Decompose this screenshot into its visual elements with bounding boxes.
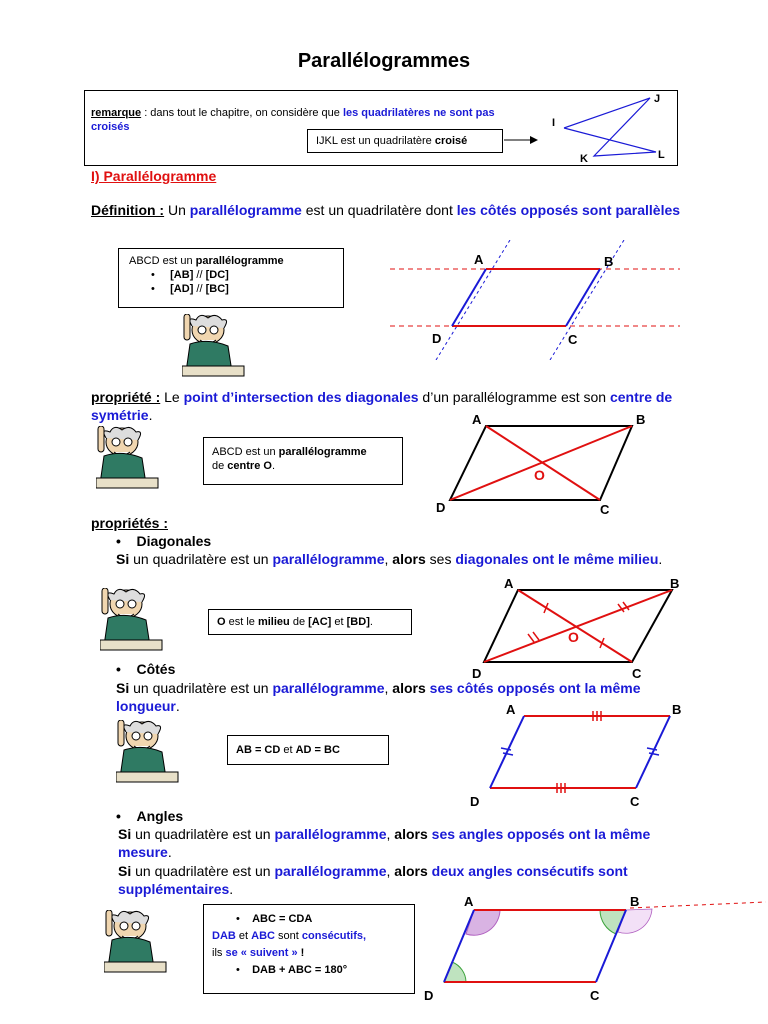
bullet-icon: • <box>116 808 137 824</box>
angles-box-l2e: consécutifs, <box>301 930 367 942</box>
definition-figure <box>390 240 690 360</box>
angles-head-text: Angles <box>136 808 184 824</box>
label-J: J <box>654 93 661 105</box>
angles-e2: ses angles opposés ont la même mesure <box>118 826 651 860</box>
section-title: I) Parallélogramme <box>91 168 217 184</box>
diagonal-ac <box>518 590 632 662</box>
sides-e2: ses côtés opposés ont la même longueur <box>116 680 641 714</box>
diagonals-heading <box>116 532 211 550</box>
prop-e1: point d’intersection des diagonales <box>183 389 419 405</box>
diag-box-t1: est le <box>225 616 258 628</box>
angle-a-fill <box>466 910 500 935</box>
angles-box-l1: ABC = CDA <box>252 913 313 925</box>
diag-t2: , <box>384 551 393 567</box>
remark-label: remarque <box>91 107 142 119</box>
crossed-quadrilateral <box>564 98 656 156</box>
label-C: C <box>632 666 642 681</box>
angles-t6: , <box>386 863 395 879</box>
angles-t4: . <box>167 844 172 860</box>
angles-box-l2c: ABC <box>251 930 275 942</box>
prop-t3: . <box>148 407 153 423</box>
sides-box <box>227 735 389 765</box>
arrow-head-icon <box>530 136 538 144</box>
label-D: D <box>436 500 446 515</box>
prop-box-1a: ABCD est un <box>212 446 279 458</box>
prop-t1: Le <box>160 389 184 405</box>
angles-si2: Si <box>118 863 132 879</box>
diag-e2: diagonales ont le même milieu <box>455 551 659 567</box>
def-b1a: [AB] <box>170 269 194 281</box>
angles-heading <box>116 807 183 825</box>
professor-illustration-icon <box>96 426 160 490</box>
label-B: B <box>672 702 682 717</box>
page-title: Parallélogrammes <box>297 50 471 72</box>
label-I: I <box>552 117 556 129</box>
remark-emphasis: les quadrilatères ne sont pas croisés <box>91 107 495 133</box>
remark-figure <box>500 90 680 170</box>
tick-mark <box>533 632 539 640</box>
angles-t2: , <box>386 826 395 842</box>
angles-e4: deux angles consécutifs sont supplémentaires <box>118 863 628 897</box>
tick-mark <box>649 753 659 755</box>
diag-si: Si <box>116 551 130 567</box>
diagonals-figure <box>460 572 690 684</box>
diagonals-head-text: Diagonales <box>136 533 212 549</box>
sides-alors: alors <box>392 680 426 696</box>
dashed-line-ad <box>436 240 510 360</box>
prop-box-2c: . <box>271 460 275 472</box>
label-A: A <box>464 894 474 909</box>
definition-t1: Un <box>164 202 190 218</box>
diag-box-a: O <box>217 616 226 628</box>
label-L: L <box>658 149 665 161</box>
crossed-note-text: IJKL est un quadrilatère <box>316 135 435 147</box>
sides-t1: un quadrilatère est un <box>129 680 273 696</box>
label-B: B <box>604 254 614 269</box>
label-O: O <box>568 629 579 645</box>
diagonals-text <box>116 550 676 568</box>
prop-e2: centre de symétrie <box>91 389 673 423</box>
label-D: D <box>472 666 482 681</box>
label-O: O <box>534 467 545 483</box>
angles-t8: . <box>229 881 234 897</box>
angles-text-1 <box>118 825 678 861</box>
crossed-note-bold: croisé <box>434 135 468 147</box>
label-A: A <box>472 412 482 427</box>
label-C: C <box>590 988 600 1003</box>
property-label: propriété : <box>91 389 161 405</box>
bullet-icon: • <box>151 283 171 295</box>
diag-t4: . <box>658 551 663 567</box>
remark-text-1: : dans tout le chapitre, on considère que <box>141 107 343 119</box>
definition-e2: les côtés opposés sont parallèles <box>456 202 681 218</box>
label-A: A <box>506 702 516 717</box>
professor-illustration-icon <box>104 910 168 974</box>
angles-alors: alors <box>394 826 428 842</box>
def-b2sep: // <box>193 283 206 295</box>
def-b2a: [AD] <box>170 283 194 295</box>
sides-figure <box>460 700 690 812</box>
def-b1b: [DC] <box>205 269 229 281</box>
properties-label: propriétés : <box>91 515 169 531</box>
tick-mark <box>503 753 513 755</box>
angles-box-l3b: se « suivent » <box>225 947 298 959</box>
sides-box-t: et <box>280 744 296 756</box>
extension-line <box>630 902 766 908</box>
angles-box-l2a: DAB <box>212 930 236 942</box>
label-K: K <box>580 153 588 165</box>
angles-box <box>203 904 415 994</box>
angles-t5: un quadrilatère est un <box>131 863 275 879</box>
angles-t1: un quadrilatère est un <box>131 826 275 842</box>
bullet-icon: • <box>151 269 171 281</box>
diag-alors: alors <box>392 551 426 567</box>
sides-heading <box>116 660 175 678</box>
angles-alors2: alors <box>394 863 428 879</box>
diag-box-t3: et <box>331 616 347 628</box>
definition-label: Définition : <box>91 202 165 218</box>
crossed-note-box <box>307 129 503 153</box>
label-D: D <box>432 331 442 346</box>
angles-box-l4: DAB + ABC = 180° <box>252 964 348 976</box>
angles-box-l3c: ! <box>297 947 305 959</box>
label-B: B <box>670 576 680 591</box>
sides-head-text: Côtés <box>136 661 176 677</box>
side-bc <box>566 269 600 326</box>
prop-box-2b: centre O <box>227 460 272 472</box>
def-box-l1a: ABCD est un <box>129 255 196 267</box>
side-ad <box>452 269 486 326</box>
property-box <box>203 437 403 485</box>
label-B: B <box>630 894 640 909</box>
label-A: A <box>474 252 484 267</box>
sides-t4: . <box>175 698 180 714</box>
professor-illustration-icon <box>182 314 246 378</box>
diag-box-d: [BD] <box>346 616 370 628</box>
side-ad <box>490 716 524 788</box>
sides-t2: , <box>384 680 393 696</box>
label-B: B <box>636 412 646 427</box>
def-b2b: [BC] <box>205 283 229 295</box>
angles-box-l2d: sont <box>274 930 302 942</box>
diag-t1: un quadrilatère est un <box>129 551 273 567</box>
sides-si: Si <box>116 680 130 696</box>
angles-box-l2b: et <box>235 930 252 942</box>
definition-e1: parallélogramme <box>189 202 302 218</box>
angles-box-l3a: ils <box>212 947 226 959</box>
bullet-icon: • <box>236 913 253 925</box>
angles-si: Si <box>118 826 132 842</box>
angles-e1: parallélogramme <box>274 826 387 842</box>
label-C: C <box>568 332 578 347</box>
prop-t2: d’un parallélogramme est son <box>418 389 610 405</box>
bullet-icon: • <box>236 964 253 976</box>
sides-e1: parallélogramme <box>272 680 385 696</box>
label-D: D <box>424 988 434 1003</box>
label-C: C <box>600 502 610 517</box>
symmetry-figure <box>430 410 660 520</box>
tick-mark <box>528 634 534 642</box>
prop-box-2a: de <box>212 460 228 472</box>
label-A: A <box>504 576 514 591</box>
diag-box-t2: de <box>289 616 309 628</box>
professor-illustration-icon <box>100 588 164 652</box>
definition-t2: est un quadrilatère dont <box>301 202 457 218</box>
diag-box-c: [AC] <box>308 616 332 628</box>
bullet-icon: • <box>116 661 137 677</box>
label-C: C <box>630 794 640 809</box>
sides-box-a: AB = CD <box>236 744 281 756</box>
diag-box-t4: . <box>369 616 373 628</box>
bullet-icon: • <box>116 533 137 549</box>
definition-box <box>118 248 344 308</box>
label-D: D <box>470 794 480 809</box>
angles-e3: parallélogramme <box>274 863 387 879</box>
definition-text <box>91 201 681 219</box>
diagonals-box <box>208 609 412 635</box>
diag-e1: parallélogramme <box>272 551 385 567</box>
angles-figure <box>420 892 768 1012</box>
def-box-l1b: parallélogramme <box>195 255 284 267</box>
def-b1sep: // <box>193 269 206 281</box>
diag-t3: ses <box>425 551 456 567</box>
sides-box-b: AD = BC <box>295 744 340 756</box>
professor-illustration-icon <box>116 720 180 784</box>
diag-box-b: milieu <box>257 616 290 628</box>
prop-box-1b: parallélogramme <box>278 446 367 458</box>
side-bc <box>636 716 670 788</box>
